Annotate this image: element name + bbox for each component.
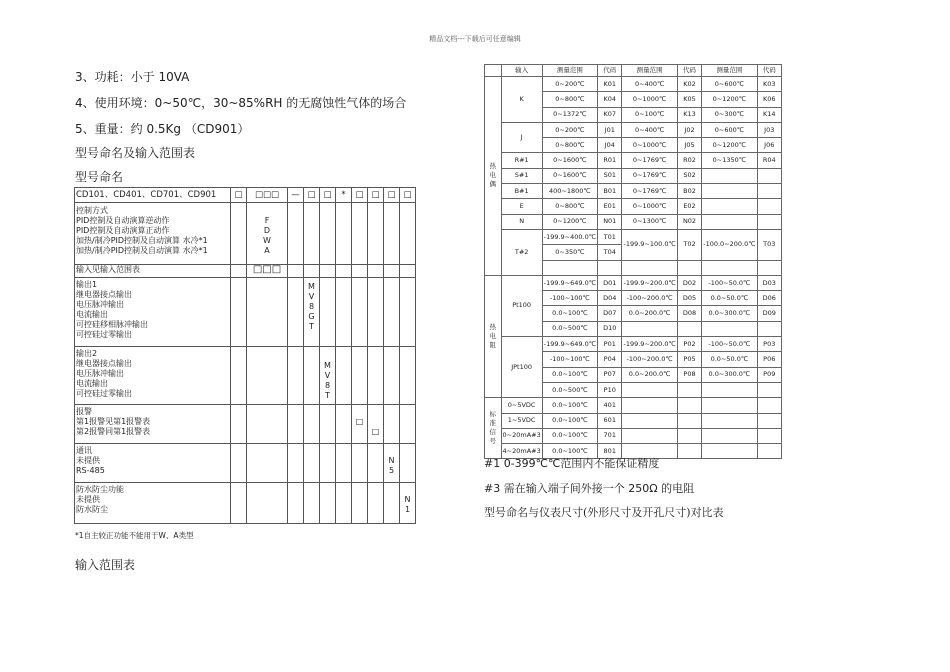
dustproof-row: 防水防尘功能 未提供 防水防尘 N 1 [75,483,416,524]
range-row-std: 标 准 信 号 0~5VDC 0.0~100℃ 401 [485,398,782,413]
comparison-heading: 型号命名与仪表尺寸(外形尺寸及开孔尺寸)对比表 [484,506,724,519]
note-1: #1 0-399℃℃范围内不能保证精度 [484,457,660,470]
output1-row: 输出1 继电器接点输出 电压脉冲输出 电流输出 可控硅移相脉冲输出 可控硅过零输出 M V 8 G T [75,278,416,347]
alarm-row: 报警 第1报警见第1报警表 第2报警同第1报警表 □ □ [75,405,416,444]
range-row-std: 0~20mA#3 0.0~100℃ 701 [485,428,782,443]
range-row-jpt100: -100~100℃ P04 -100~200.0℃ P05 0.0~50.0℃ P06 [485,352,782,367]
range-row-j: J 0~200℃ J01 0~400℃ J02 0~600℃ J03 [485,122,782,137]
model-name: CD101、CD401、CD701、CD901 [75,188,231,203]
range-row-b: B#1 400~1800℃ B01 0~1769℃ B02 [485,184,782,199]
communication-row: 通讯 未提供 RS-485 N 5 [75,444,416,483]
input-row: 输入见输入范围表 □□□ [75,265,416,278]
input-range-table [484,64,782,459]
rtd-group: 热 电 阻 [485,275,502,397]
model-naming-heading: 型号命名 [75,170,124,184]
range-row-jpt100: JPt100 -199.9~649.0℃ P01 -199.9~200.0℃ P02 -100~50.0℃ P03 [485,337,782,352]
note-3: #3 需在输入端子间外接一个 250Ω 的电阻 [484,482,695,495]
range-row-j: 0~800℃ J04 0~1000℃ J05 0~1200℃ J06 [485,138,782,153]
range-row-k: 热 电 偶 K 0~200℃ K01 0~400℃ K02 0~600℃ K03 [485,77,782,92]
model-code-row: CD101、CD401、CD701、CD901 □ □□□ — □ □ * □ □ □ □ [75,188,416,203]
standard-signal-group: 标 准 信 号 [485,398,502,459]
range-row-t: 0~350℃ T04 [485,245,782,260]
control-mode-row: 控制方式 PID控制及自动演算逆动作 PID控制及自动演算正动作 加热/制冷PID控制及自动演算 水冷*1 加热/制冷PID控制及自动演算 水冷*1 F D W A [75,203,416,265]
range-row-pt100: 0.0~500℃ D10 [485,321,782,336]
output2-row: 输出2 继电器接点输出 电压脉冲输出 电流输出 可控硅过零输出 M V 8 T [75,347,416,405]
footnote: *1自主较正功能不能用于W、A类型 [75,531,194,540]
range-row-std: 1~5VDC 0.0~100℃ 601 [485,413,782,428]
section-heading: 型号命名及输入范围表 [75,146,196,160]
weight-line: 5、重量：约 0.5Kg （CD901） [75,122,250,136]
range-row-jpt100: 0.0~500℃ P10 [485,382,782,397]
environment-line: 4、使用环境：0~50℃，30~85%RH 的无腐蚀性气体的场合 [75,96,407,110]
range-row-e: E 0~800℃ E01 0~1000℃ E02 [485,199,782,214]
input-range-heading: 输入范围表 [75,558,136,572]
range-header-row: 输入 测量范围 代码 测量范围 代码 测量范围 代码 [485,65,782,77]
range-row-std: 4~20mA#3 0.0~100℃ 801 [485,444,782,459]
range-row-pt100: -100~100℃ D04 -100~200.0℃ D05 0.0~50.0℃ D06 [485,291,782,306]
range-row-k: 0~800℃ K04 0~1000℃ K05 0~1200℃ K06 [485,92,782,107]
range-row-s: S#1 0~1600℃ S01 0~1769℃ S02 [485,168,782,183]
range-row-k: 0~1372℃ K07 0~100℃ K13 0~300℃ K14 [485,107,782,122]
range-row-pt100: 0.0~100℃ D07 0.0~200.0℃ D08 0.0~300.0℃ D09 [485,306,782,321]
range-row-t: T#2 -199.9~400.0℃ T01 -199.9~100.0℃ T02 -100.0~200.0℃ T03 [485,229,782,244]
range-row-n: N 0~1200℃ N01 0~1300℃ N02 [485,214,782,229]
model-naming-table [74,187,416,524]
thermocouple-group: 热 电 偶 [485,77,502,276]
header-note: 精品文档---下载后可任意编辑 [429,35,521,43]
range-row-pt100: 热 电 阻 Pt100 -199.9~649.0℃ D01 -199.9~200.0℃ D02 -100~50.0℃ D03 [485,275,782,290]
power-consumption-line: 3、功耗：小于 10VA [75,70,190,84]
range-row-jpt100: 0.0~100℃ P07 0.0~200.0℃ P08 0.0~300.0℃ P09 [485,367,782,382]
range-row-r: R#1 0~1600℃ R01 0~1769℃ R02 0~1350℃ R04 [485,153,782,168]
